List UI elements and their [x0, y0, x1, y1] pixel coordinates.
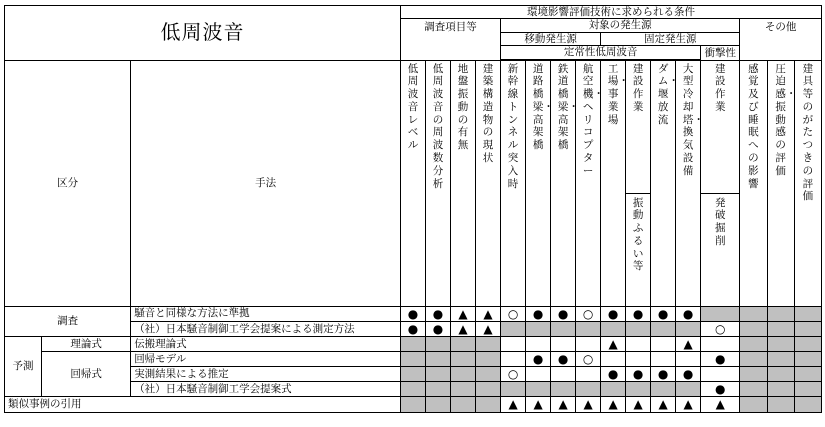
method-noise-based: 騒音と同様な方法に準拠: [131, 306, 401, 321]
header-requirements: 環境影響評価技術に求められる条件: [400, 6, 821, 19]
col-building-status: 建築構造物の現状: [482, 62, 494, 165]
col-rail-bridge: 鉄道橋梁・高架橋: [557, 62, 579, 152]
row-regression: 回帰式: [41, 351, 130, 396]
row-predict: 予測: [5, 336, 42, 397]
header-impulsive: 衝撃性: [701, 46, 740, 60]
method-propagation-theory: 伝搬理論式: [131, 336, 401, 351]
header-fixed-sources: 固定発生源: [601, 32, 740, 45]
method-insjapan-measurement: （社）日本騒音制御工学会提案による測定方法: [131, 321, 401, 336]
col-vibrating-screen: 振動ふるい等: [632, 196, 644, 273]
col-dam-weir: ダム・堰放流: [657, 62, 679, 126]
header-method: 手法: [131, 60, 401, 306]
col-factory: 工場・事業場: [607, 62, 629, 126]
col-ground-vibration: 地盤振動の有無: [457, 62, 469, 152]
table-row: （社）日本騒音制御工学会提案式 ●: [5, 382, 822, 397]
table-row: 回帰式 回帰モデル ● ● ○ ●: [5, 351, 822, 366]
header-moving-sources: 移動発生源: [501, 32, 601, 45]
col-pressure-vibration: 圧迫感・振動感の評価: [775, 62, 797, 177]
header-target-sources: 対象の発生源: [501, 19, 740, 32]
col-rattling: 建具等のがたつきの評価: [802, 62, 814, 203]
col-frequency-analysis: 低周波音の周波数分析: [432, 62, 444, 190]
col-aircraft: 航空機・ヘリコプター: [582, 62, 604, 177]
method-insjapan-formula: （社）日本騒音制御工学会提案式: [131, 382, 401, 397]
header-steady-low-frequency: 定常性低周波音: [501, 46, 701, 59]
header-other: その他: [740, 19, 822, 60]
col-road-bridge: 道路橋梁・高架橋: [532, 62, 554, 152]
table-row: 実測結果による推定 ○ ● ● ● ●: [5, 367, 822, 382]
col-low-freq-level: 低周波音レベル: [407, 62, 419, 152]
table-row: 類似事例の引用 ▲ ▲ ▲ ▲ ▲ ▲ ▲ ▲ ▲: [5, 397, 822, 412]
method-similar-cases: 類似事例の引用: [5, 397, 401, 412]
col-blasting: 発破掘削: [715, 196, 726, 247]
header-survey-items: 調査項目等: [400, 19, 500, 60]
matrix-table: [4, 5, 822, 413]
table-title: 低周波音: [5, 6, 401, 61]
method-measured-estimate: 実測結果による推定: [131, 367, 401, 382]
table-row: （社）日本騒音制御工学会提案による測定方法 ● ● ▲ ▲ ○: [5, 321, 822, 336]
col-shinkansen-tunnel: 新幹線トンネル突入時: [507, 62, 519, 190]
table-row: 予測 理論式 伝搬理論式 ▲ ▲: [5, 336, 822, 351]
table-row: 調査 騒音と同様な方法に準拠 ● ● ▲ ▲ ○ ● ● ○ ● ● ● ●: [5, 306, 822, 321]
col-construction-work-impulsive: 建設作業: [715, 62, 726, 113]
col-cooling-tower: 大型冷却塔・換気設備: [682, 62, 704, 177]
col-sensation-sleep: 感覚及び睡眠への影響: [748, 62, 759, 190]
col-construction-work: 建設作業: [632, 62, 644, 113]
row-survey: 調査: [5, 306, 131, 336]
row-theory: 理論式: [41, 336, 130, 351]
header-category: 区分: [5, 60, 131, 306]
method-regression-model: 回帰モデル: [131, 351, 401, 366]
